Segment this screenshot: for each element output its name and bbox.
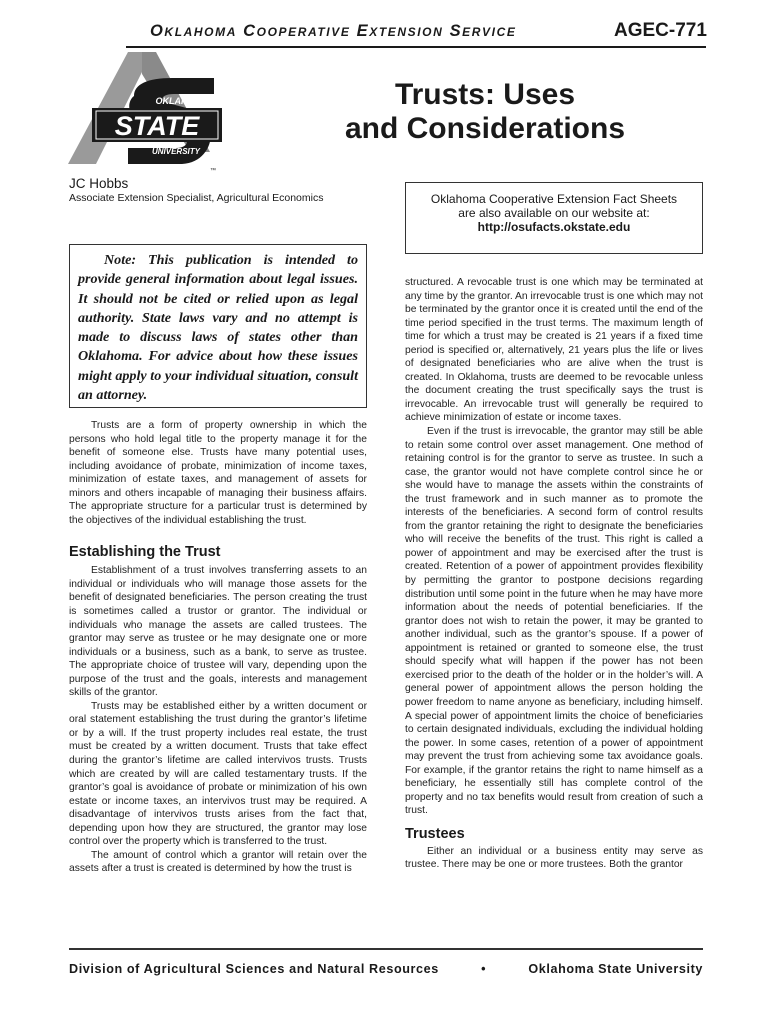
footer-division: Division of Agricultural Sciences and Natural Resources [69, 962, 439, 976]
footer-rule [69, 948, 703, 950]
title-line-2: and Considerations [344, 112, 626, 145]
logo-text-state: STATE [114, 111, 200, 141]
website-url-link[interactable]: http://osufacts.okstate.edu [477, 220, 631, 234]
author-name: JC Hobbs [69, 176, 129, 191]
legal-note-text: Note: This publication is intended to provide general information about legal issues. It should not be cited or relied upon as legal authority. State laws vary and no attempt is made to discuss laws of states other than Oklahoma. For advice about how these issues might apply to your individual situation, consult an attorney. [78, 252, 358, 404]
establishing-paragraph-1: Establishment of a trust involves transferring assets to an individual or individuals who will manage those assets for the benefit of designated beneficiaries. The person creating the trust is sometimes called a trustor or grantor. The individual or individuals who manage the assets are called trustees. The grantor may serve as trustee or he may designate one or more individuals or a business, such as a bank, to serve as trustee. The appropriate choice of trustee will vary, depending upon the purpose of the trust and the goals, interests and management skills of the grantor. [69, 565, 367, 699]
footer-university: Oklahoma State University [528, 962, 703, 976]
control-paragraph-2: Even if the trust is irrevocable, the grantor may still be able to retain some control over asset management. One method of retaining control is for the grantor to serve as trustee. In such a case, the grantor would not have complete control since he or she would have to manage the assets within the constraints of the trust framework and in such manner as to promote the interests of the beneficiaries. A second form of control results from the grantor retaining the right to designate the beneficiaries who will receive the benefits of the trust. This right is called a power of appointment and may be exercised after the trust is created. Retention of a power of appointment provides flexibility by permitting the grantor to postpone decisions regarding distribution until some point in the future when he may have more information about the needs of potential beneficiaries. If the grantor does not wish to retain the power, it may be granted to another individual, such as the grantor’s spouse. If a power of appointment is retained or granted to someone else, the trust should specify what will happen if the power has not been exercised prior to the death of the holder or in the holder’s will. A general power of appointment allows the person holding the power freedom to name anyone as beneficiary, including himself. A special power of appointment limits the choice of beneficiaries to certain designated individuals, excluding the individual holding the power. In some cases, retention of a power of appointment may prevent the trust from achieving some tax avoidance goals. For example, if the grantor retains the right to name himself as a beneficiary, he essentially still has complete control of the property and no tax benefits would result from creation of such a trust. [405, 426, 703, 817]
intro-paragraph: Trusts are a form of property ownership in which the persons who hold legal title to the property manage it for the benefit of someone else. Trusts have many potential uses, including avoidance of probate, minimization of income taxes, minimization of estate taxes, and management of assets for minors and others incapable of managing their business affairs. The appropriate structure for a particular trust is determined by the objectives of the individual establishing the trust. [69, 420, 367, 526]
establishing-paragraph-3: The amount of control which a grantor will retain over the assets after a trust is created is determined by how the trust is [69, 849, 367, 875]
control-paragraph-1: structured. A revocable trust is one which may be terminated at any time by the grantor. An irrevocable trust is one which may not be terminated by the grantor once it is created until the end of the time period specified in the trust terms. The maximum length of time for which a trust may be created is 21 years if a fixed time period is specified or, alternatively, 21 years plus the life or lives of designated beneficiaries who are alive when the trust is created. In Oklahoma, trusts are deemed to be revocable unless the document creating the trust specifically says the trust is irrevocable. An irrevocable trust will generally be required to achieve minimization of estate or income taxes. [405, 277, 703, 424]
osu-logo [64, 44, 224, 176]
section-heading-trustees: Trustees [405, 825, 465, 842]
legal-note-box [69, 244, 367, 408]
establishing-paragraph-2: Trusts may be established either by a written document or oral statement establishing the trust during the grantor’s lifetime or by a will. If the trust property includes real estate, the trust must be created by a written document. Trusts that take effect during the grantor’s lifetime are called intervivos trusts. Trusts which are created by will are called testamentary trusts. If the grantor’s goal is avoidance of probate or minimization of his own estate or income taxes, an intervivos trust may be required. A disadvantage of intervivos trusts arises from the fact that, depending upon how they are structured, the grantor may lose control over the property which is transferred to the trust. [69, 700, 367, 848]
left-column [69, 419, 367, 876]
footer [69, 962, 703, 976]
series-name: Oklahoma Cooperative Extension Service [150, 22, 517, 40]
author-title: Associate Extension Specialist, Agricultural Economics [69, 192, 324, 204]
right-column [405, 276, 703, 872]
logo-text-oklahoma: OKLAHOMA [155, 96, 209, 106]
section-heading-establishing: Establishing the Trust [69, 544, 221, 561]
trustees-paragraph-1: Either an individual or a business entity may serve as trustee. There may be one or more trustees. Both the grantor [405, 845, 703, 871]
website-box-line-2: are also available on our website at: [458, 206, 650, 220]
document-title [300, 78, 670, 146]
website-info-box [405, 182, 703, 254]
publication-number: AGEC-771 [614, 20, 707, 41]
title-line-1: Trusts: Uses [394, 78, 576, 111]
logo-text-university: UNIVERSITY [151, 147, 201, 156]
website-box-line-1: Oklahoma Cooperative Extension Fact Sheets [430, 192, 678, 206]
footer-bullet: • [481, 962, 487, 976]
logo-tm: ™ [210, 168, 216, 174]
